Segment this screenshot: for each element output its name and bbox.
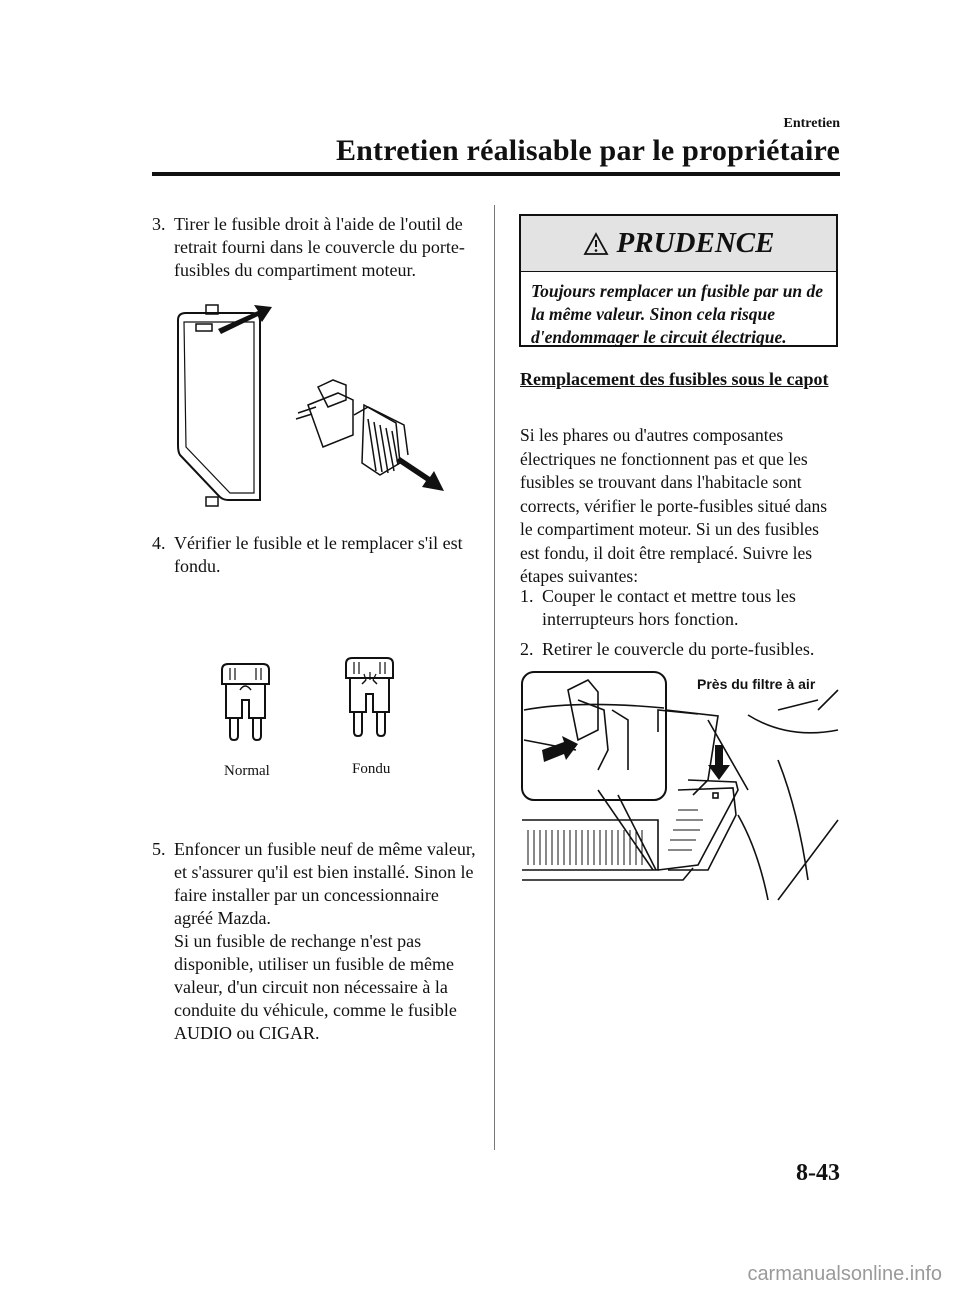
fuse-normal-label: Normal bbox=[224, 763, 270, 779]
right-step-2-number: 2. bbox=[520, 639, 534, 659]
caution-text: Toujours remplacer un fusible par un de la même valeur. Sinon cela risque d'endommager le circuit électrique. bbox=[531, 281, 824, 347]
header-rule bbox=[152, 172, 840, 176]
step-4-text: Vérifier le fusible et le remplacer s'il est fondu. bbox=[174, 533, 463, 576]
fuse-blown-label: Fondu bbox=[352, 761, 391, 777]
fuse-puller-illustration bbox=[168, 295, 458, 510]
section-subheading: Remplacement des fusibles sous le capot bbox=[520, 369, 829, 389]
watermark: carmanualsonline.info bbox=[747, 1263, 942, 1285]
engine-fuse-box-illustration bbox=[518, 670, 840, 910]
step-5-text-1: Enfoncer un fusible neuf de même valeur, et s'assurer qu'il est bien installé. Sinon le faire installer par un concessionnaire agréé Mazda. bbox=[174, 839, 476, 928]
caution-title: PRUDENCE bbox=[616, 227, 775, 259]
step-3-number: 3. bbox=[152, 214, 166, 234]
step-3 bbox=[152, 213, 477, 282]
chapter-title: Entretien réalisable par le propriétaire bbox=[335, 134, 840, 167]
right-step-2-text: Retirer le couvercle du porte-fusibles. bbox=[542, 639, 815, 659]
step-5 bbox=[152, 838, 477, 1045]
right-step-1-text: Couper le contact et mettre tous les interrupteurs hors fonction. bbox=[542, 586, 796, 629]
illustration-label: Près du filtre à air bbox=[697, 676, 816, 692]
caution-header bbox=[521, 216, 836, 272]
right-step-1-number: 1. bbox=[520, 586, 534, 606]
column-divider bbox=[494, 205, 495, 1150]
page-number: 8-43 bbox=[796, 1160, 840, 1186]
step-4-number: 4. bbox=[152, 533, 166, 553]
fuse-normal-icon bbox=[218, 660, 273, 745]
fuse-blown-icon bbox=[342, 652, 397, 742]
right-step-2 bbox=[520, 638, 840, 661]
warning-triangle-icon bbox=[583, 232, 609, 256]
right-step-1 bbox=[520, 585, 840, 631]
step-5-number: 5. bbox=[152, 839, 166, 859]
caution-box bbox=[519, 214, 838, 347]
section-label: Entretien bbox=[783, 116, 840, 131]
step-3-text: Tirer le fusible droit à l'aide de l'outil de retrait fourni dans le couvercle du porte-fusibles du compartiment moteur. bbox=[174, 214, 465, 280]
intro-paragraph: Si les phares ou d'autres composantes électriques ne fonctionnent pas et que les fusibles se trouvant dans l'habitacle sont corrects, vérifier le porte-fusibles situé dans le compartiment moteur. Si un des fusibles est fondu, il doit être remplacé. Suivre les étapes suivantes: bbox=[520, 425, 828, 586]
step-5-text-2: Si un fusible de rechange n'est pas disponible, utiliser un fusible de même valeur, d'un circuit non nécessaire à la conduite du véhicule, comme le fusible AUDIO ou CIGAR. bbox=[174, 931, 457, 1043]
step-4 bbox=[152, 532, 477, 578]
